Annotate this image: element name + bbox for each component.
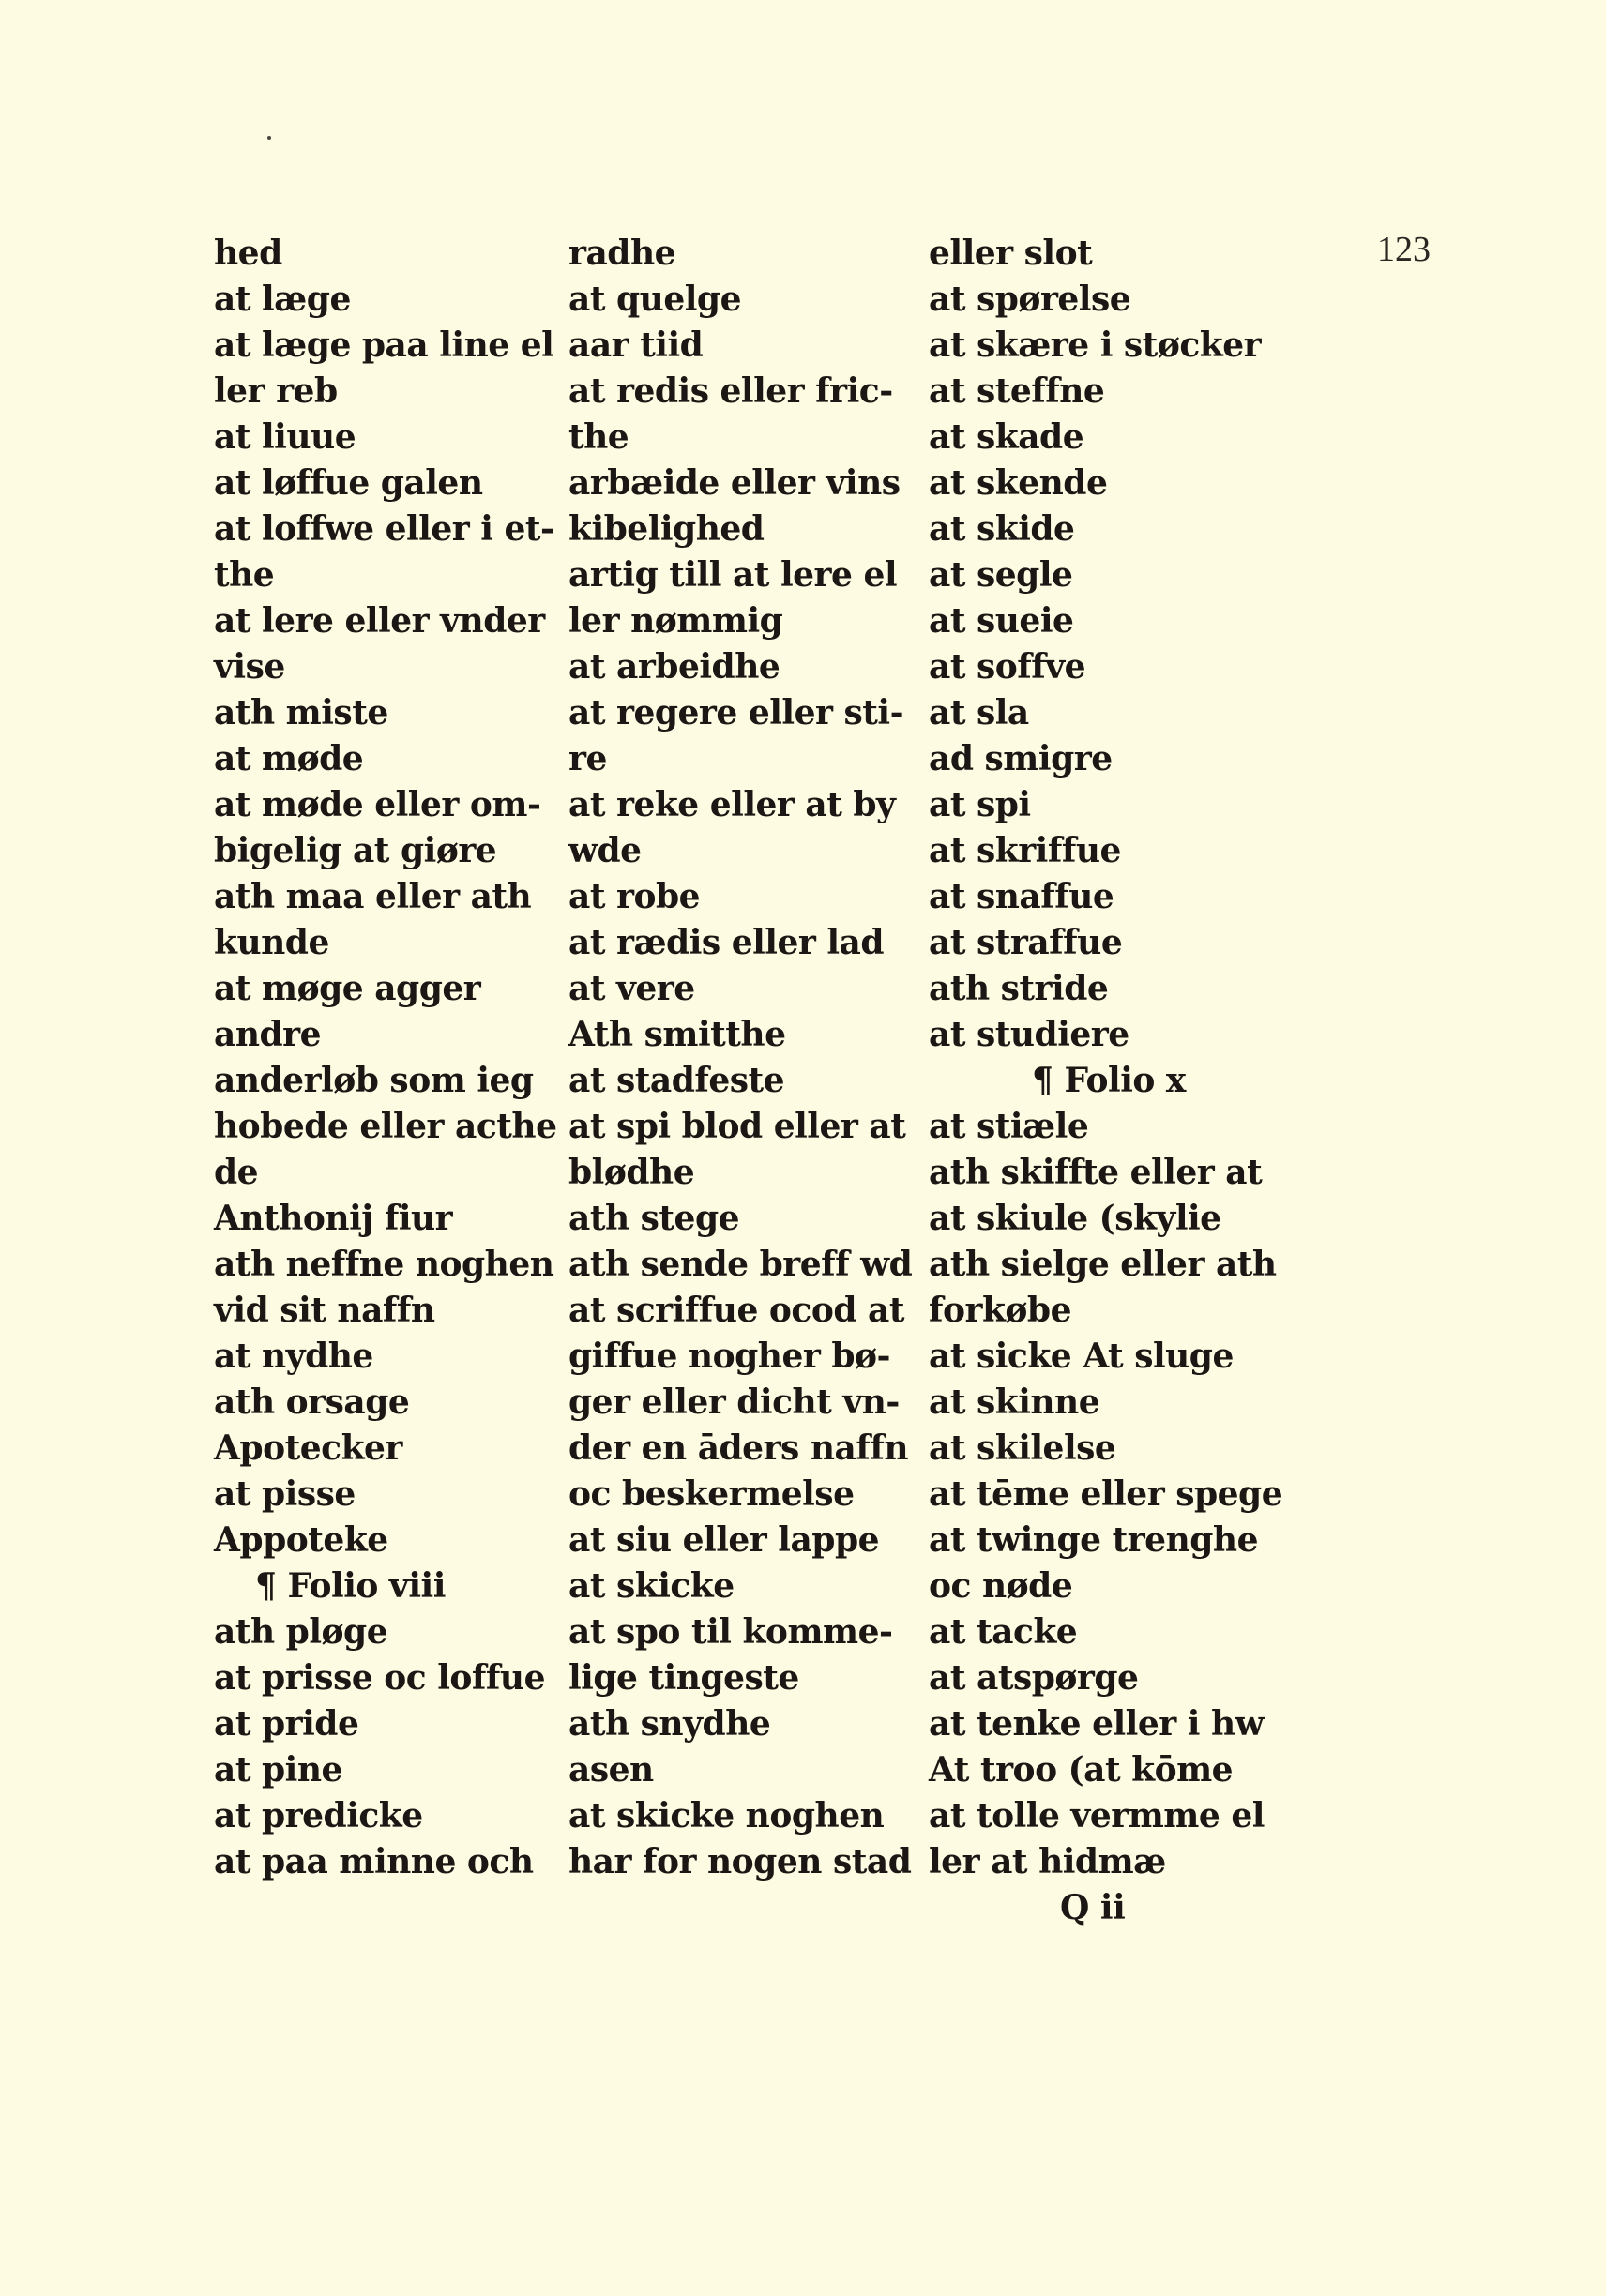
text-line: at twinge trenghe <box>929 1520 1258 1560</box>
text-line: at sicke At sluge <box>929 1337 1234 1376</box>
text-line: ler at hidmæ <box>929 1842 1166 1881</box>
text-line: at løffue galen <box>214 463 483 503</box>
text-line: at spi blod eller at <box>568 1107 906 1146</box>
text-line: at tacke <box>929 1612 1078 1652</box>
text-line: anderløb som ieg <box>214 1061 534 1100</box>
text-line: at møde <box>214 739 364 778</box>
text-line: arbæide eller vins <box>568 463 901 503</box>
text-line: ath stride <box>929 969 1109 1008</box>
text-line: at skicke <box>568 1566 735 1606</box>
text-line: at straffue <box>929 923 1123 962</box>
text-line: at liuue <box>214 417 356 457</box>
text-line: Apotecker <box>214 1428 402 1468</box>
text-line: at predicke <box>214 1796 423 1835</box>
text-line: at skinne <box>929 1382 1100 1422</box>
text-line: wde <box>568 831 642 870</box>
text-line: at reke eller at by <box>568 785 896 824</box>
text-line: at vere <box>568 969 695 1008</box>
text-line: oc nøde <box>929 1566 1073 1606</box>
text-line: at rædis eller lad <box>568 923 885 962</box>
text-line: at lere eller vnder <box>214 601 545 641</box>
text-line: ger eller dicht vn- <box>568 1382 900 1422</box>
text-line: ler reb <box>214 371 338 411</box>
text-line: at segle <box>929 555 1073 595</box>
text-line: radhe <box>568 234 676 273</box>
text-line: at skilelse <box>929 1428 1116 1468</box>
text-line: at snaffue <box>929 877 1114 916</box>
text-line: at regere eller sti- <box>568 693 904 733</box>
text-line: ath maa eller ath <box>214 877 532 916</box>
text-line: at spi <box>929 785 1031 824</box>
text-line: kibelighed <box>568 509 765 549</box>
text-line: re <box>568 739 607 778</box>
text-line: aar tiid <box>568 325 704 365</box>
text-line: at sla <box>929 693 1029 733</box>
text-line: at loffwe eller i et- <box>214 509 554 549</box>
text-line: ath skiffte eller at <box>929 1153 1263 1192</box>
text-line: at studiere <box>929 1015 1129 1054</box>
text-line: ath sielge eller ath <box>929 1245 1277 1284</box>
text-line: giffue nogher bø- <box>568 1337 890 1376</box>
text-line: at skriffue <box>929 831 1121 870</box>
text-line: ath miste <box>214 693 388 733</box>
text-line: at spo til komme- <box>568 1612 893 1652</box>
text-line: at nydhe <box>214 1337 373 1376</box>
text-line: andre <box>214 1015 322 1054</box>
text-line: lige tingeste <box>568 1658 799 1698</box>
text-line: artig till at lere el <box>568 555 898 595</box>
text-line: at møge agger <box>214 969 481 1008</box>
text-line: at robe <box>568 877 701 916</box>
text-line: Appoteke <box>214 1520 388 1560</box>
text-line: forkøbe <box>929 1291 1071 1330</box>
ink-speck <box>267 136 271 140</box>
text-line: Ath smitthe <box>568 1015 786 1054</box>
text-line: at stadfeste <box>568 1061 785 1100</box>
text-line: at sueie <box>929 601 1074 641</box>
text-line: at tolle vermme el <box>929 1796 1265 1835</box>
text-line: ad smigre <box>929 739 1113 778</box>
text-line: vid sit naffn <box>214 1291 435 1330</box>
text-line: ath sende breff wd <box>568 1245 913 1284</box>
text-line: ath stege <box>568 1199 740 1238</box>
text-line: bigelig at giøre <box>214 831 497 870</box>
text-line: at skende <box>929 463 1108 503</box>
text-line: at spørelse <box>929 279 1131 319</box>
text-line: hobede eller acthe <box>214 1107 557 1146</box>
page-number: 123 <box>1377 230 1431 269</box>
text-line: der en āders naffn <box>568 1428 909 1468</box>
text-line: hed <box>214 234 282 273</box>
section-heading: ¶ Folio x <box>1032 1061 1186 1100</box>
text-line: at atspørge <box>929 1658 1139 1698</box>
text-line: ath snydhe <box>568 1704 771 1744</box>
text-line: at paa minne och <box>214 1842 534 1881</box>
text-line: at stiæle <box>929 1107 1089 1146</box>
section-heading: Q ii <box>1060 1888 1126 1927</box>
text-line: at siu eller lappe <box>568 1520 880 1560</box>
text-line: ath pløge <box>214 1612 388 1652</box>
text-line: at tēme eller spege <box>929 1474 1283 1514</box>
text-line: at quelge <box>568 279 741 319</box>
text-line: oc beskermelse <box>568 1474 855 1514</box>
text-line: at møde eller om- <box>214 785 541 824</box>
text-line: at tenke eller i hw <box>929 1704 1265 1744</box>
text-line: kunde <box>214 923 329 962</box>
column-3 <box>929 231 1313 1931</box>
text-line: at prisse oc loffue <box>214 1658 545 1698</box>
text-line: At troo (at kōme <box>929 1750 1234 1790</box>
text-line: the <box>214 555 275 595</box>
text-line: at redis eller fric- <box>568 371 893 411</box>
text-line: eller slot <box>929 234 1093 273</box>
text-line: at steffne <box>929 371 1105 411</box>
text-line: at scriffue ocod at <box>568 1291 905 1330</box>
text-line: at pine <box>214 1750 342 1790</box>
text-line: vise <box>214 647 285 687</box>
section-heading: ¶ Folio viii <box>255 1566 446 1606</box>
column-1 <box>214 231 570 1885</box>
text-line: ath neffne noghen <box>214 1245 554 1284</box>
text-line: har for nogen stad <box>568 1842 912 1881</box>
text-line: at skære i støcker <box>929 325 1262 365</box>
text-line: ath orsage <box>214 1382 410 1422</box>
text-line: at skide <box>929 509 1075 549</box>
text-line: asen <box>568 1750 654 1790</box>
text-line: at skiule (skylie <box>929 1199 1221 1238</box>
text-line: blødhe <box>568 1153 695 1192</box>
text-line: at læge paa line el <box>214 325 554 365</box>
text-line: ler nømmig <box>568 601 783 641</box>
column-2 <box>568 231 940 1885</box>
text-line: at læge <box>214 279 351 319</box>
text-line: at pride <box>214 1704 359 1744</box>
text-line: at soffve <box>929 647 1086 687</box>
text-line: at skade <box>929 417 1084 457</box>
text-line: the <box>568 417 629 457</box>
text-line: de <box>214 1153 259 1192</box>
text-line: at skicke noghen <box>568 1796 885 1835</box>
text-line: at arbeidhe <box>568 647 780 687</box>
text-line: at pisse <box>214 1474 356 1514</box>
text-line: Anthonij fiur <box>214 1199 453 1238</box>
